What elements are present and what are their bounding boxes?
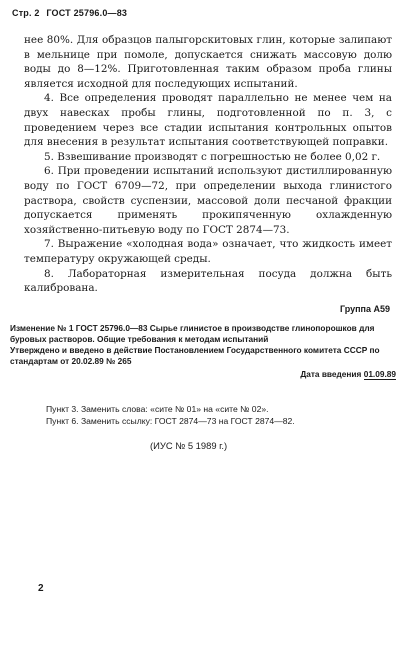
change-item-2: Пункт 6. Заменить ссылку: ГОСТ 2874—73 на ГОСТ 2874—82. (46, 415, 295, 426)
amendment-block (10, 323, 398, 380)
page-number: 2 (38, 583, 44, 594)
paragraph-continuation: нее 80%. Для образцов палыгорскитовых глин, которые залипают в мельнице при помоле, допускается снижать массовую долю воды до 8—12%. Приготовленная таким образом проба глины является исходной для последующих испытаний. (24, 34, 392, 90)
amendment-approval: Утверждено и введено в действие Постановлением Государственного комитета СССР по стандартам от 20.02.89 № 265 (10, 345, 380, 366)
paragraph-item-4: 4. Все определения проводят параллельно не менее чем на двух навесках пробы глины, подготовленной по п. 3, с проведением через все стадии испытания контрольных опытов для внесения в результат испытания соответствующей поправки. (24, 92, 392, 149)
paragraph-item-6: 6. При проведении испытаний используют дистиллированную воду по ГОСТ 6709—72, при определении выхода глинистого раствора, свойств суспензии, массовой доли песчаной фракции допускается применять прокипяченную охлажденную хозяйственно-питьевую воду по ГОСТ 2874—73. (24, 165, 392, 236)
standard-number: ГОСТ 25796.0—83 (46, 8, 128, 18)
paragraph-item-7: 7. Выражение «холодная вода» означает, что жидкость имеет температуру окружающей среды. (24, 238, 392, 265)
page-header (12, 8, 127, 18)
paragraph-item-5: 5. Взвешивание производят с погрешностью не более 0,02 г. (44, 150, 381, 163)
group-label: Группа А59 (339, 304, 390, 314)
amendment-title: Изменение № 1 ГОСТ 25796.0—83 Сырье глинистое в производстве глинопорошков для буровых растворов. Общие требования к методам испытаний (10, 323, 375, 344)
amendment-changes (46, 404, 386, 427)
effective-date-label: Дата введения (300, 369, 362, 379)
change-item-1: Пункт 3. Заменить слова: «сите № 01» на «сите № 02». (46, 404, 269, 414)
paragraph-item-8: 8. Лабораторная измерительная посуда должна быть калиброванa. (24, 267, 392, 295)
page-label: Стр. 2 (12, 8, 40, 18)
effective-date (10, 369, 398, 380)
ius-reference: (ИУС № 5 1989 г.) (150, 440, 228, 451)
body-text (24, 33, 392, 296)
effective-date-value: 01.09.89 (363, 369, 396, 379)
